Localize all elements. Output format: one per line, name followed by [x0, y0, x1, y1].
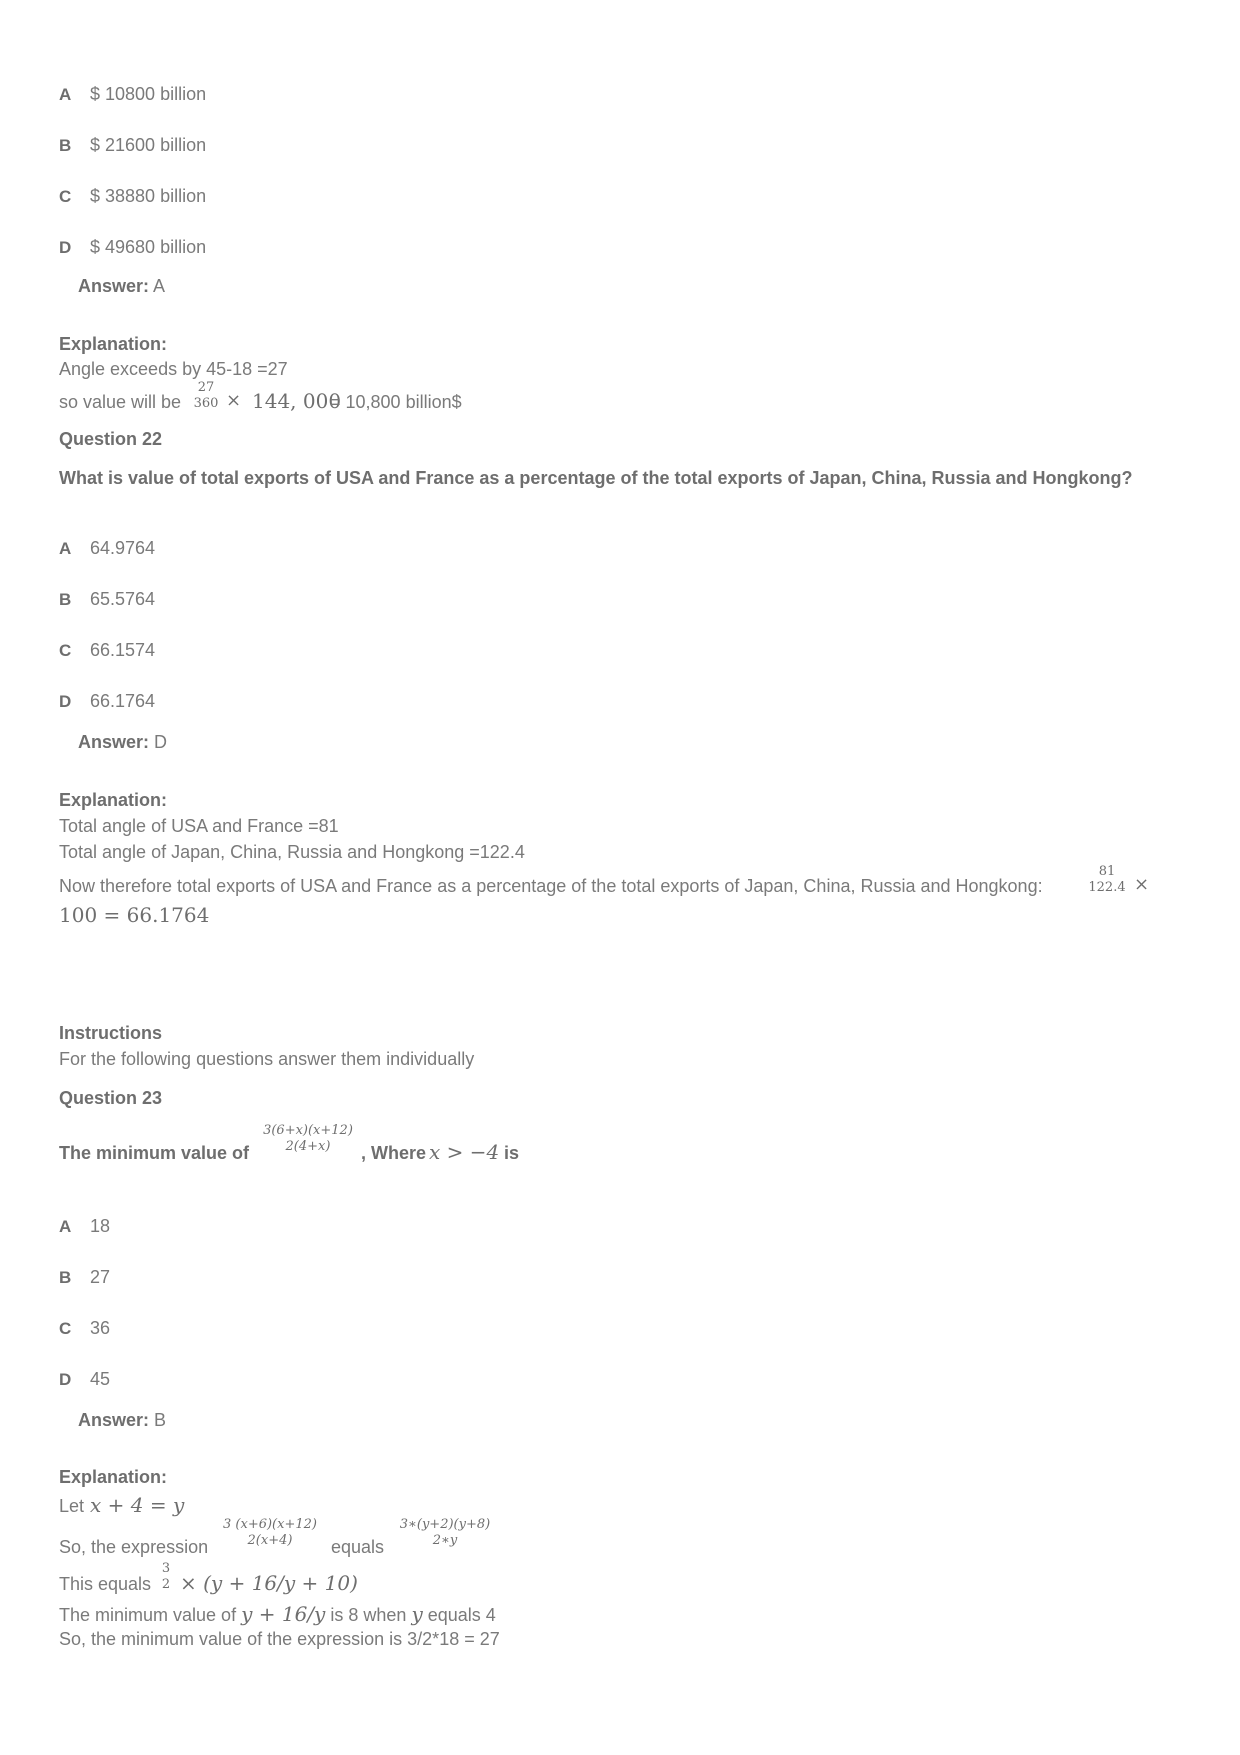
q23-title: Question 23 [59, 1088, 163, 1108]
q22-now-text: Now therefore total exports of USA and France as a percentage of the total exports of Japan, China, Russia and Hongkong: [59, 876, 1043, 896]
q22-result: 100 = 66.1764 [59, 903, 210, 927]
q22-explanation-line-1: Total angle of USA and France =81 [59, 816, 339, 836]
q23-this-fraction [159, 1561, 173, 1593]
q22-option-c[interactable] [59, 640, 156, 661]
q23-so-prefix: So, the expression [59, 1537, 209, 1557]
q21-explanation-line: Angle exceeds by 45-18 =27 [59, 359, 288, 379]
option-text: $ 21600 billion [90, 135, 207, 155]
q23-question-mid: , Where [361, 1143, 427, 1163]
fraction-denominator: 2(x+4) [247, 1533, 293, 1548]
answer-label: Answer: [78, 732, 150, 752]
instructions-text: For the following questions answer them individually [59, 1049, 475, 1069]
option-letter: A [59, 539, 72, 558]
fraction-denominator: 2(4+x) [285, 1139, 331, 1154]
answer-value: A [153, 276, 166, 296]
q23-condition: x > −4 [429, 1140, 500, 1164]
q21-value-prefix: so value will be [59, 392, 182, 412]
option-text: 18 [90, 1216, 111, 1236]
min-math: y + 16/y [241, 1602, 326, 1626]
option-text: 64.9764 [90, 538, 156, 558]
fraction-numerator: 3 [161, 1561, 171, 1576]
q22-option-a[interactable] [59, 538, 156, 559]
answer-label: Answer: [78, 1410, 150, 1430]
option-text: 27 [90, 1267, 111, 1287]
q21-option-d[interactable] [59, 237, 207, 258]
q23-this-prefix: This equals [59, 1574, 152, 1594]
fraction-numerator: 3(6+x)(x+12) [263, 1123, 353, 1138]
min-prefix: The minimum value of [59, 1605, 237, 1625]
min-mid: is 8 when [330, 1605, 407, 1625]
option-letter: B [59, 136, 72, 155]
q22-title: Question 22 [59, 429, 163, 449]
q22-explanation-label: Explanation: [59, 790, 168, 810]
fraction-numerator: 27 [197, 380, 215, 395]
q23-final-line: So, the minimum value of the expression is 3/2*18 = 27 [59, 1629, 500, 1649]
q23-min-line [59, 1602, 496, 1626]
q22-option-b[interactable] [59, 589, 156, 610]
q23-this-math: × (y + 16/y + 10) [180, 1571, 358, 1595]
q22-question: What is value of total exports of USA and France as a percentage of the total exports of Japan, China, Russia and Hongkong? [59, 468, 1133, 488]
q21-answer [78, 276, 165, 297]
option-letter: A [59, 1217, 72, 1236]
option-text: 45 [90, 1369, 111, 1389]
q21-option-a[interactable] [59, 84, 207, 105]
fraction-denominator: 360 [193, 396, 219, 411]
q23-option-a[interactable] [59, 1216, 111, 1237]
option-text: 66.1764 [90, 691, 156, 711]
q21-option-b[interactable] [59, 135, 207, 156]
option-text: $ 10800 billion [90, 84, 207, 104]
option-letter: D [59, 1370, 72, 1389]
option-text: $ 49680 billion [90, 237, 207, 257]
option-text: 66.1574 [90, 640, 156, 660]
fraction-denominator: 2∗y [432, 1533, 458, 1548]
q23-expression-1 [210, 1517, 330, 1549]
answer-value: B [154, 1410, 167, 1430]
fraction-numerator: 3∗(y+2)(y+8) [399, 1517, 491, 1532]
q23-expression-2 [390, 1517, 500, 1549]
q23-explanation-label: Explanation: [59, 1467, 168, 1487]
q21-times: × [226, 390, 242, 411]
answer-value: D [154, 732, 168, 752]
q22-explanation-line-2: Total angle of Japan, China, Russia and Hongkong =122.4 [59, 842, 525, 862]
option-letter: C [59, 187, 72, 206]
option-letter: A [59, 85, 72, 104]
option-text: 65.5764 [90, 589, 156, 609]
option-text: $ 38880 billion [90, 186, 207, 206]
option-letter: D [59, 238, 72, 257]
q23-answer [78, 1410, 166, 1431]
option-letter: C [59, 1319, 72, 1338]
q23-question-prefix: The minimum value of [59, 1143, 250, 1163]
q23-option-b[interactable] [59, 1267, 111, 1288]
q22-fraction [1085, 864, 1129, 896]
fraction-denominator: 122.4 [1088, 880, 1126, 895]
option-letter: B [59, 590, 72, 609]
fraction-denominator: 2 [161, 1577, 171, 1592]
option-text: 36 [90, 1318, 111, 1338]
q23-equals-word: equals [331, 1537, 385, 1557]
fraction-numerator: 81 [1098, 864, 1116, 879]
fraction-numerator: 3 (x+6)(x+12) [223, 1517, 317, 1532]
q23-option-c[interactable] [59, 1318, 111, 1339]
min-var: y [411, 1602, 423, 1626]
q21-option-c[interactable] [59, 186, 207, 207]
q23-let-prefix: Let [59, 1496, 85, 1516]
answer-label: Answer: [78, 276, 150, 296]
q21-explanation-label: Explanation: [59, 334, 168, 354]
q22-option-d[interactable] [59, 691, 156, 712]
min-suffix: equals 4 [427, 1605, 496, 1625]
q23-question-suffix: is [504, 1143, 520, 1163]
q22-times: × [1134, 874, 1150, 895]
option-letter: B [59, 1268, 72, 1287]
option-letter: D [59, 692, 72, 711]
q21-math-value: 144, 000 [252, 389, 342, 413]
q23-option-d[interactable] [59, 1369, 111, 1390]
q22-answer [78, 732, 167, 753]
q23-let-math: x + 4 = y [90, 1493, 185, 1517]
q23-question-fraction [248, 1123, 368, 1155]
q21-fraction [190, 380, 222, 412]
instructions-title: Instructions [59, 1023, 163, 1043]
q21-value-suffix: = 10,800 billion$ [330, 392, 462, 412]
option-letter: C [59, 641, 72, 660]
